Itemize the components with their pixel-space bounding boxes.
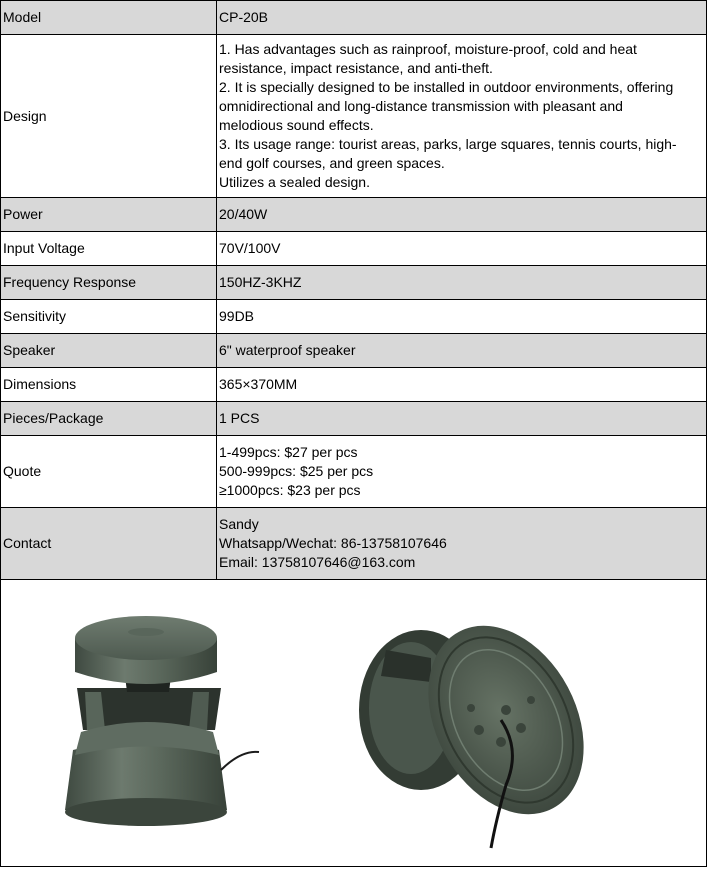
design-value	[217, 35, 707, 198]
contact-label: Contact	[1, 508, 217, 580]
dimensions-value: 365×370MM	[217, 368, 707, 402]
design-line: 3. Its usage range: tourist areas, parks, large squares, tennis courts, high-	[219, 136, 677, 152]
power-value: 20/40W	[217, 198, 707, 232]
model-value: CP-20B	[217, 1, 707, 35]
quote-line: 1-499pcs: $27 per pcs	[219, 444, 358, 460]
quote-value	[217, 436, 707, 508]
design-line: Utilizes a sealed design.	[219, 174, 370, 190]
contact-value	[217, 508, 707, 580]
input-voltage-value: 70V/100V	[217, 232, 707, 266]
pieces-package-label: Pieces/Package	[1, 402, 217, 436]
frequency-response-value: 150HZ-3KHZ	[217, 266, 707, 300]
power-label: Power	[1, 198, 217, 232]
row-sensitivity	[1, 300, 707, 334]
quote-line: 500-999pcs: $25 per pcs	[219, 463, 374, 479]
contact-name: Sandy	[219, 516, 259, 532]
sensitivity-value: 99DB	[217, 300, 707, 334]
row-model	[1, 1, 707, 35]
speaker-back-view	[359, 599, 615, 848]
sensitivity-label: Sensitivity	[1, 300, 217, 334]
design-line: omnidirectional and long-distance transmission with pleasant and	[219, 98, 623, 114]
contact-whatsapp: Whatsapp/Wechat: 86-13758107646	[219, 535, 447, 551]
row-pieces-package	[1, 402, 707, 436]
design-line: melodious sound effects.	[219, 117, 374, 133]
row-contact	[1, 508, 707, 580]
row-dimensions	[1, 368, 707, 402]
contact-email: Email: 13758107646@163.com	[219, 554, 416, 570]
dimensions-label: Dimensions	[1, 368, 217, 402]
design-line: 1. Has advantages such as rainproof, moisture-proof, cold and heat	[219, 41, 637, 57]
row-product-photos	[1, 580, 707, 867]
quote-line: ≥1000pcs: $23 per pcs	[219, 482, 361, 498]
design-line: end golf courses, and green spaces.	[219, 155, 445, 171]
speaker-value: 6" waterproof speaker	[217, 334, 707, 368]
row-power	[1, 198, 707, 232]
speaker-front-view	[65, 616, 259, 826]
model-label: Model	[1, 1, 217, 35]
design-line: 2. It is specially designed to be installed in outdoor environments, offering	[219, 79, 674, 95]
product-photos	[1, 580, 707, 867]
quote-label: Quote	[1, 436, 217, 508]
product-photos-svg	[1, 580, 704, 866]
input-voltage-label: Input Voltage	[1, 232, 217, 266]
row-quote	[1, 436, 707, 508]
design-label: Design	[1, 35, 217, 198]
row-design	[1, 35, 707, 198]
row-input-voltage	[1, 232, 707, 266]
design-line: resistance, impact resistance, and anti-theft.	[219, 60, 493, 76]
speaker-label: Speaker	[1, 334, 217, 368]
row-frequency-response	[1, 266, 707, 300]
pieces-package-value: 1 PCS	[217, 402, 707, 436]
frequency-response-label: Frequency Response	[1, 266, 217, 300]
row-speaker	[1, 334, 707, 368]
